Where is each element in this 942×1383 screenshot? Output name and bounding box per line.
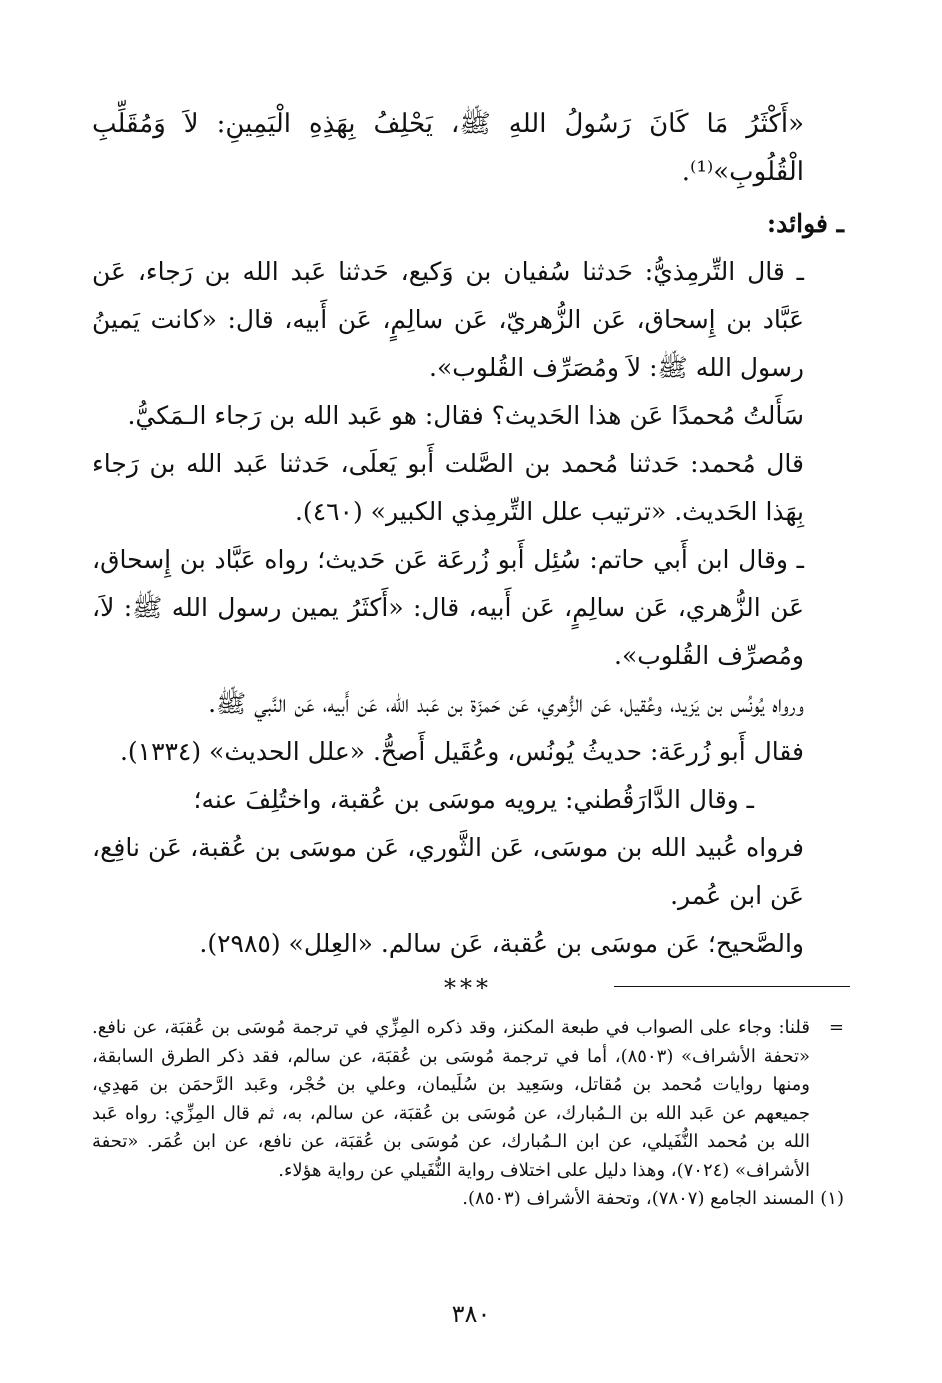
footnote-continuation [92,1014,844,1185]
paragraph-ibn-abi-hatim: ـ وقال ابن أَبي حاتم: سُئِل أَبو زُرعَة عَن حَديث؛ رواه عَبَّاد بن إِسحاق، عَن الزُّهري، عَن سالِمٍ، عَن أَبيه، قال: «أَكثَرُ يمين رسول الله ﷺ: لاَ، ومُصرِّف القُلوب». [92,545,804,670]
footnote-continuation-text: قلنا: وجاء على الصواب في طبعة المكنز، وقد ذكره المِزِّي في ترجمة مُوسَى بن عُقبَة، عن نافع. «تحفة الأشراف» (٨٥٠٣)، أما في ترجمة مُوسَى بن عُقبَة، عن سالم، فقد ذكر الطرق السابقة، ومنها روايات مُحمد بن مُقاتل، وسَعِيد بن سُلَيمان، وعلي بن حُجْر، وعَبد الرَّحمَن بن مَهدِي، جميعهم عن عَبد الله بن الـمُبارك، عن مُوسَى بن عُقبَة، عن سالم، به، ثم قال المِزِّي: رواه عَبد الله بن مُحمد النُّفَيلي، عن ابن الـمُبارك، عن مُوسَى بن عُقبَة، عن نافع، عن ابن عُمَر. «تحفة الأشراف» (٧٠٢٤)، وهذا دليل على اختلاف رواية النُّفَيلي عن رواية هؤلاء. [92,1017,810,1181]
benefits-heading: ـ فوائد: [766,209,844,238]
footnote-divider [614,986,850,987]
page-number: ٣٨٠ [451,1300,491,1328]
main-text [92,100,844,1008]
footnote-1: (١) المسند الجامع (٧٨٠٧)، وتحفة الأشراف (٨٥٠٣). [462,1188,844,1209]
continuation-marker: = [828,1017,844,1038]
paragraph-ubaydullah: فرواه عُبيد الله بن موسَى، عَن الثَّوري، عَن موسَى بن عُقبة، عَن نافِع، عَن ابن عُمر. [92,833,804,910]
section-separator: *** [444,974,492,1002]
paragraph-daraqutni: ـ وقال الدَّارَقُطني: يرويه موسَى بن عُقبة، واختُلِفَ عنه؛ [193,785,754,814]
hadith-text: «أَكْثَرُ مَا كَانَ رَسُولُ اللهِ ﷺ، يَحْلِفُ بِهَذِهِ الْيَمِينِ: لاَ وَمُقَلِّبِ الْقُلُوبِ»⁽¹⁾. [92,109,804,187]
footnotes [92,1014,844,1214]
paragraph-abu-zura: فقال أَبو زُرعَة: حديثُ يُونُس، وعُقَيل أَصحُّ. «علل الحديث» (١٣٣٤). [119,737,804,766]
paragraph-tirmidhi: ـ قال التِّرمِذيُّ: حَدثنا سُفيان بن وَكيع، حَدثنا عَبد الله بن رَجاء، عَن عَبَّاد بن إِسحاق، عَن الزُّهريّ، عَن سالِمٍ، عَن أَبيه، قال: «كانت يَمينُ رسول الله ﷺ: لاَ ومُصَرِّف القُلوب». [92,257,804,382]
paragraph-yunus: ورواه يُونُس بن يَزيد، وعُقيل، عَن الزُّهري، عَن حَمزَة بن عَبد الله، عَن أَبيه، عَن النَّبي ﷺ. [208,689,804,718]
paragraph-muhammad-said: قال مُحمد: حَدثنا مُحمد بن الصَّلت أَبو يَعلَى، حَدثنا عَبد الله بن رَجاء بِهَذا الحَديث. «ترتيب علل التِّرمِذي الكبير» (٤٦٠). [92,449,804,526]
paragraph-asked-muhammad: سَأَلتُ مُحمدًا عَن هذا الحَديث؟ فقال: هو عَبد الله بن رَجاء الـمَكيُّ. [127,401,804,430]
paragraph-sahih: والصَّحيح؛ عَن موسَى بن عُقبة، عَن سالم. «العِلل» (٢٩٨٥). [199,929,804,958]
